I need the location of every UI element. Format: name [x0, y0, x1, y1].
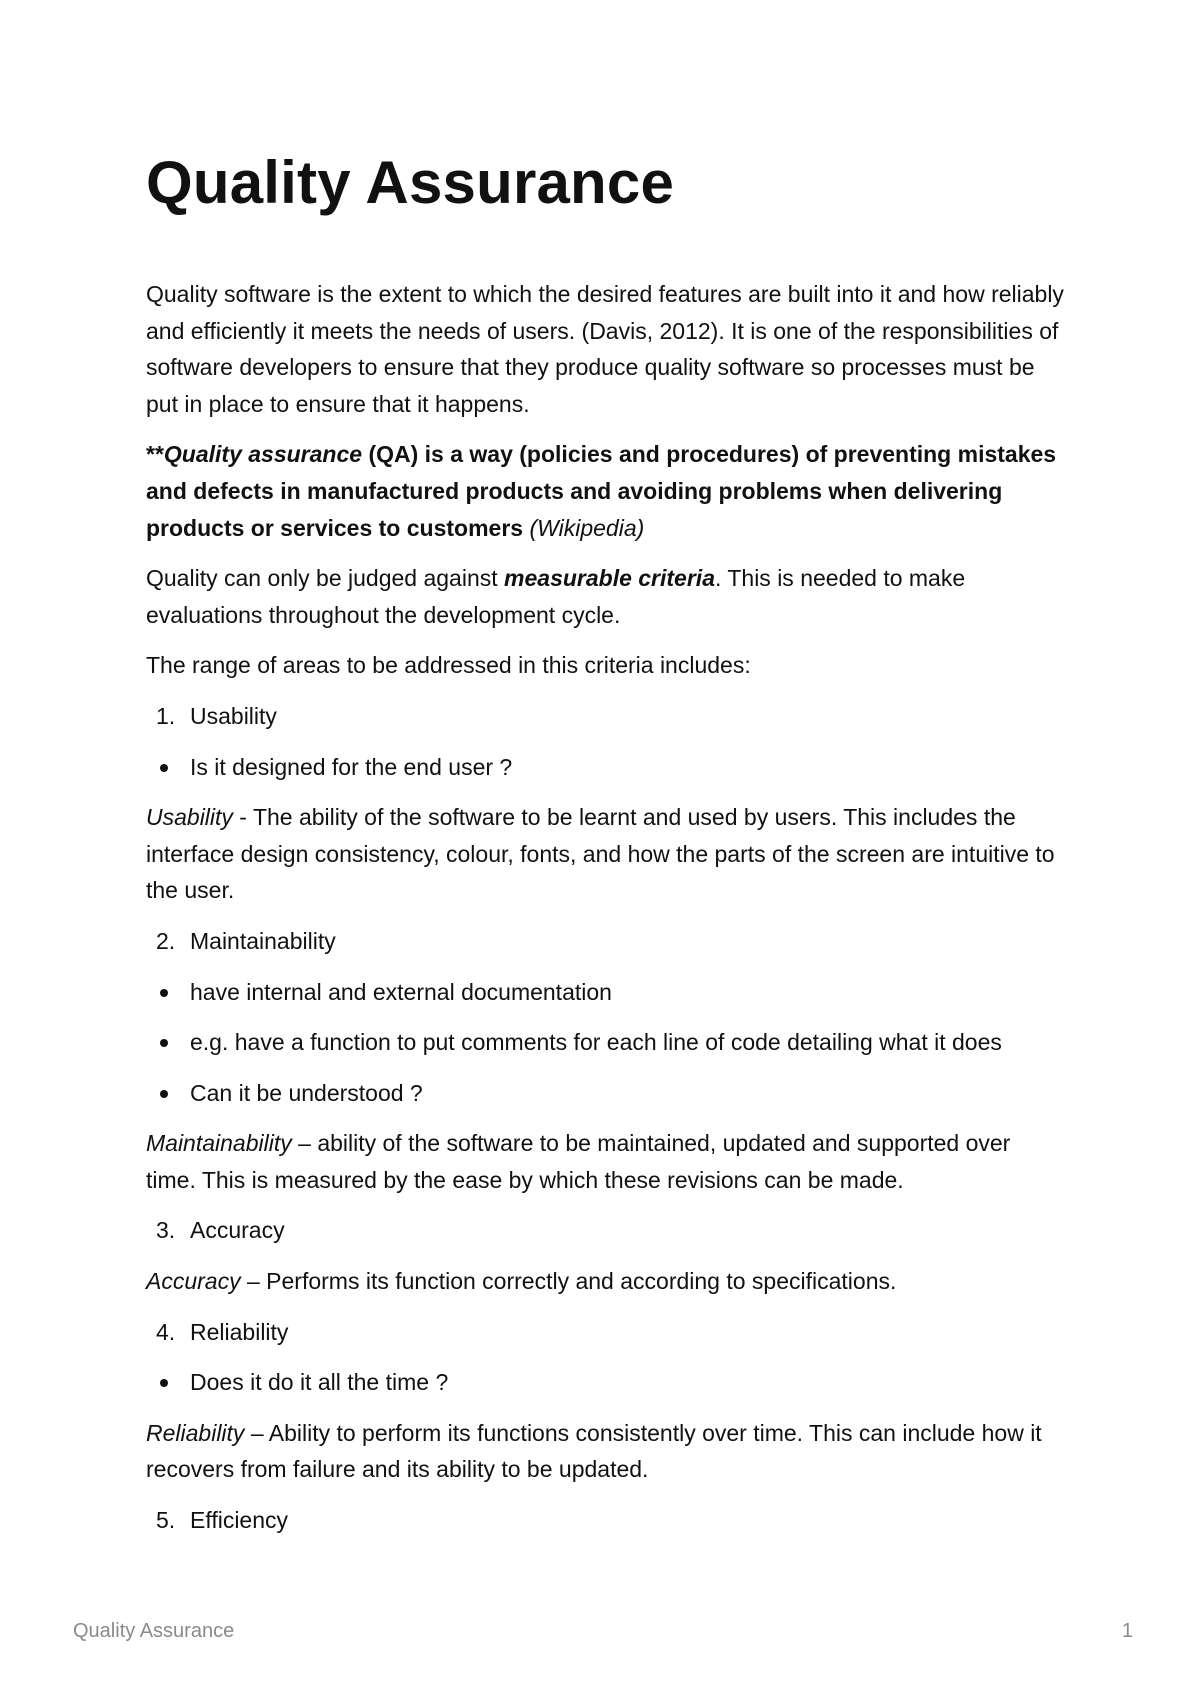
definition-term: Reliability — [146, 1419, 245, 1446]
list-item-accuracy — [146, 1212, 1066, 1249]
bullet-item — [146, 1364, 1066, 1401]
list-item-label: Efficiency — [190, 1507, 289, 1534]
criteria-paragraph — [146, 560, 1066, 633]
document-content — [146, 140, 1066, 1553]
definition-text: – Ability to perform its functions consistently over time. This can include how it recovers from failure and its ability to be updated. — [146, 1419, 1042, 1483]
list-number: 1. — [156, 702, 176, 729]
page-number: 1 — [1121, 1620, 1133, 1642]
reliability-definition — [146, 1415, 1066, 1488]
bullet-item — [146, 974, 1066, 1011]
list-item-efficiency — [146, 1502, 1066, 1539]
list-number: 5. — [156, 1507, 176, 1534]
qa-prefix: ** — [146, 441, 164, 468]
list-number: 2. — [156, 927, 176, 954]
qa-source: (Wikipedia) — [529, 514, 645, 541]
bullet-text: have internal and external documentation — [190, 978, 612, 1005]
intro-paragraph: Quality software is the extent to which the desired features are built into it and how reliably and efficiently it meets the needs of users. (Davis, 2012). It is one of the responsibilities of software developers to ensure that they produce quality software so processes must be put in place to ensure that it happens. — [146, 281, 1064, 417]
bullet-item — [146, 1075, 1066, 1112]
qa-definition-paragraph — [146, 436, 1066, 546]
list-item-maintainability — [146, 923, 1066, 960]
criteria-after: . This is needed to make evaluations throughout the development cycle. — [146, 565, 966, 628]
maintainability-definition — [146, 1125, 1066, 1198]
qa-term: Quality assurance — [163, 441, 363, 468]
list-item-label: Maintainability — [190, 927, 336, 954]
page-title: Quality Assurance — [146, 149, 675, 216]
criteria-before: Quality can only be judged against — [146, 565, 505, 592]
bullet-icon — [160, 989, 168, 997]
definition-text: – Performs its function correctly and according to specifications. — [240, 1268, 897, 1295]
list-item-label: Accuracy — [190, 1217, 285, 1244]
bullet-icon — [160, 1379, 168, 1387]
definition-text: – ability of the software to be maintained, updated and supported over time. This is measured by the ease by which these revisions can be made. — [146, 1130, 1011, 1193]
definition-term: Usability — [146, 804, 233, 831]
criteria-emphasis: measurable criteria — [504, 565, 715, 592]
bullet-icon — [160, 1039, 168, 1047]
list-item-label: Reliability — [190, 1318, 289, 1345]
bullet-icon — [160, 1090, 168, 1098]
qa-body: (QA) is a way (policies and procedures) of preventing mistakes and defects in manufactured products and avoiding problems when delivering products or services to customers — [146, 441, 1057, 541]
list-number: 3. — [156, 1217, 176, 1244]
bullet-text: Does it do it all the time ? — [190, 1369, 449, 1396]
list-item-usability — [146, 698, 1066, 735]
bullet-text: Can it be understood ? — [190, 1079, 423, 1106]
list-item-reliability — [146, 1314, 1066, 1351]
list-number: 4. — [156, 1318, 176, 1345]
bullet-item — [146, 749, 1066, 786]
range-intro: The range of areas to be addressed in this criteria includes: — [146, 652, 751, 679]
definition-term: Accuracy — [146, 1268, 241, 1295]
definition-term: Maintainability — [146, 1130, 292, 1157]
bullet-text: Is it designed for the end user ? — [190, 753, 513, 780]
accuracy-definition — [146, 1263, 1066, 1300]
list-item-label: Usability — [190, 702, 277, 729]
usability-definition — [146, 799, 1066, 909]
bullet-item — [146, 1024, 1066, 1061]
footer-title: Quality Assurance — [73, 1620, 235, 1642]
definition-text: - The ability of the software to be learnt and used by users. This includes the interface design consistency, colour, fonts, and how the parts of the screen are intuitive to the user. — [146, 804, 1055, 904]
bullet-text: e.g. have a function to put comments for each line of code detailing what it does — [190, 1029, 1002, 1056]
bullet-icon — [160, 764, 168, 772]
